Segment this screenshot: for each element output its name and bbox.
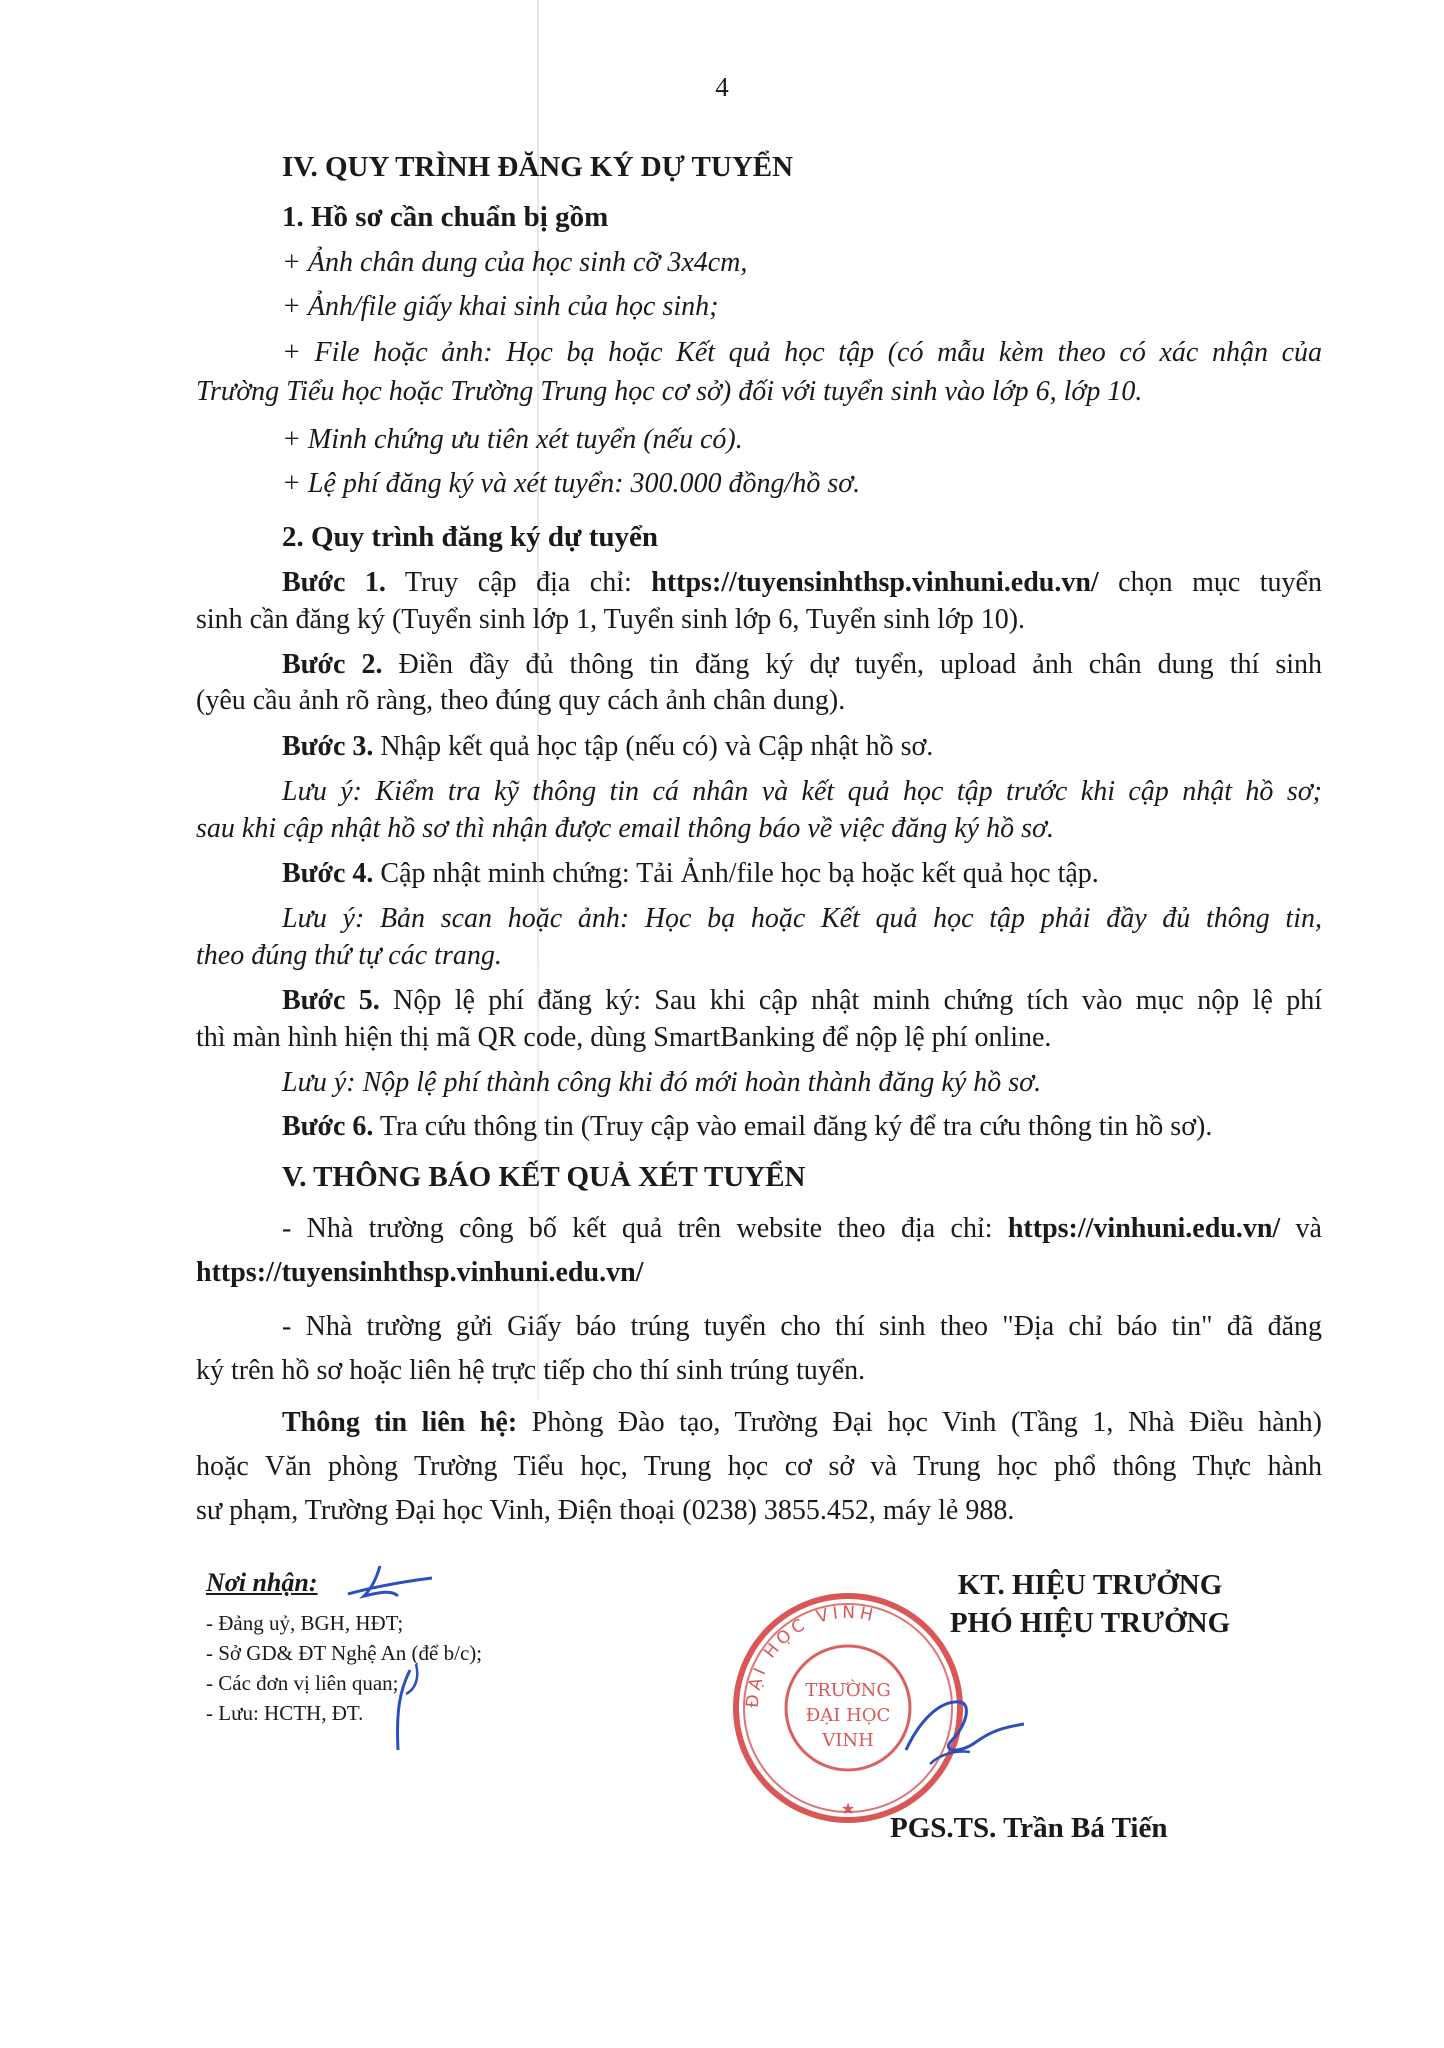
step-4-text: Cập nhật minh chứng: Tải Ảnh/file học bạ hoặc kết quả học tập. — [373, 858, 1099, 889]
contact-line2: hoặc Văn phòng Trường Tiểu học, Trung học cơ sở và Trung học phổ thông Thực hành — [196, 1451, 1322, 1482]
contact-label: Thông tin liên hệ: — [282, 1407, 518, 1438]
result-para-2-line1: - Nhà trường gửi Giấy báo trúng tuyển cho thí sinh theo "Địa chỉ báo tin" đã đăng — [282, 1311, 1322, 1342]
result-url-1[interactable]: https://vinhuni.edu.vn/ — [1007, 1213, 1281, 1244]
step-1-line1 — [282, 566, 1322, 600]
note-1-line2: sau khi cập nhật hồ sơ thì nhận được email thông báo về việc đăng ký hồ sơ. — [196, 813, 1054, 844]
contact-line1 — [282, 1406, 1322, 1440]
recipients-title: Nơi nhận: — [206, 1568, 318, 1597]
step-1-text-b: chọn mục tuyển — [1098, 567, 1322, 598]
recipient-item: - Các đơn vị liên quan; — [206, 1671, 399, 1695]
doc-item-3-line2: Trường Tiểu học hoặc Trường Trung học cơ sở) đối với tuyển sinh vào lớp 6, lớp 10. — [196, 376, 1143, 407]
step-2-line1 — [282, 648, 1322, 682]
result-url-2[interactable]: https://tuyensinhthsp.vinhuni.edu.vn/ — [196, 1257, 644, 1288]
step-2-line2: (yêu cầu ảnh rõ ràng, theo đúng quy cách ảnh chân dung). — [196, 685, 846, 716]
signature-line-1: KT. HIỆU TRƯỞNG — [957, 1569, 1223, 1601]
step-3-text: Nhập kết quả học tập (nếu có) và Cập nhật hồ sơ. — [373, 731, 934, 762]
doc-item-1: + Ảnh chân dung của học sinh cỡ 3x4cm, — [282, 247, 748, 278]
signature-scribble-icon — [900, 1680, 1030, 1780]
svg-text:★: ★ — [840, 1801, 856, 1818]
section-4-title: IV. QUY TRÌNH ĐĂNG KÝ DỰ TUYỂN — [282, 151, 794, 183]
subsection-1-title: 1. Hồ sơ cần chuẩn bị gồm — [282, 201, 609, 233]
step-1-text-a: Truy cập địa chỉ: — [385, 567, 652, 598]
step-4 — [282, 857, 1322, 891]
result-and: và — [1280, 1213, 1322, 1244]
step-6-label: Bước 6. — [282, 1111, 374, 1142]
step-5-line1 — [282, 984, 1322, 1018]
step-2-label: Bước 2. — [282, 649, 383, 680]
step-2-text: Điền đầy đủ thông tin đăng ký dự tuyển, upload ảnh chân dung thí sinh — [382, 649, 1322, 680]
recipient-item: - Sở GD& ĐT Nghệ An (để b/c); — [206, 1641, 483, 1665]
result-para-1-line1 — [282, 1212, 1322, 1246]
subsection-2-title: 2. Quy trình đăng ký dự tuyển — [282, 521, 658, 553]
note-1-line1: Lưu ý: Kiểm tra kỹ thông tin cá nhân và kết quả học tập trước khi cập nhật hồ sơ; — [282, 776, 1322, 807]
doc-item-3-line1: + File hoặc ảnh: Học bạ hoặc Kết quả học tập (có mẫu kèm theo có xác nhận của — [282, 337, 1322, 368]
signer-name: PGS.TS. Trần Bá Tiến — [890, 1812, 1168, 1844]
result-text: - Nhà trường công bố kết quả trên website theo địa chỉ: — [282, 1213, 1008, 1244]
stamp-center-line2: ĐẠI HỌC — [805, 1705, 891, 1726]
step-1-label: Bước 1. — [282, 567, 386, 598]
step-3 — [282, 730, 1322, 764]
doc-item-5: + Lệ phí đăng ký và xét tuyển: 300.000 đồng/hồ sơ. — [282, 468, 861, 499]
doc-item-4: + Minh chứng ưu tiên xét tuyển (nếu có). — [282, 424, 743, 455]
result-para-2-line2: ký trên hồ sơ hoặc liên hệ trực tiếp cho thí sinh trúng tuyển. — [196, 1355, 866, 1386]
signature-line-2: PHÓ HIỆU TRƯỞNG — [949, 1607, 1231, 1639]
note-2-line1: Lưu ý: Bản scan hoặc ảnh: Học bạ hoặc Kết quả học tập phải đầy đủ thông tin, — [282, 903, 1322, 934]
contact-text: Phòng Đào tạo, Trường Đại học Vinh (Tầng 1, Nhà Điều hành) — [517, 1407, 1322, 1438]
recipient-item: - Đảng uỷ, BGH, HĐT; — [206, 1611, 404, 1635]
step-1-url[interactable]: https://tuyensinhthsp.vinhuni.edu.vn/ — [651, 567, 1099, 598]
contact-line3: sư phạm, Trường Đại học Vinh, Điện thoại (0238) 3855.452, máy lẻ 988. — [196, 1495, 1015, 1526]
note-3: Lưu ý: Nộp lệ phí thành công khi đó mới hoàn thành đăng ký hồ sơ. — [282, 1067, 1042, 1098]
page-number: 4 — [715, 72, 729, 102]
note-2-line2: theo đúng thứ tự các trang. — [196, 940, 502, 971]
stamp-center-line3: VINH — [822, 1730, 874, 1751]
step-4-label: Bước 4. — [282, 858, 374, 889]
step-3-label: Bước 3. — [282, 731, 374, 762]
section-5-title: V. THÔNG BÁO KẾT QUẢ XÉT TUYỂN — [282, 1161, 806, 1193]
step-6-text: Tra cứu thông tin (Truy cập vào email đăng ký để tra cứu thông tin hồ sơ). — [373, 1111, 1213, 1142]
handwritten-initials-icon — [340, 1560, 440, 1760]
doc-item-2: + Ảnh/file giấy khai sinh của học sinh; — [282, 291, 719, 322]
step-6 — [282, 1110, 1322, 1144]
step-1-line2: sinh cần đăng ký (Tuyển sinh lớp 1, Tuyển sinh lớp 6, Tuyển sinh lớp 10). — [196, 604, 1026, 635]
step-5-text: Nộp lệ phí đăng ký: Sau khi cập nhật minh chứng tích vào mục nộp lệ phí — [379, 985, 1322, 1016]
stamp-center-line1: TRƯỜNG — [805, 1680, 891, 1701]
step-5-line2: thì màn hình hiện thị mã QR code, dùng SmartBanking để nộp lệ phí online. — [196, 1022, 1052, 1053]
recipient-item: - Lưu: HCTH, ĐT. — [206, 1701, 364, 1725]
stamp-arc-text: ĐẠI HỌC VINH — [742, 1602, 879, 1709]
step-5-label: Bước 5. — [282, 985, 380, 1016]
